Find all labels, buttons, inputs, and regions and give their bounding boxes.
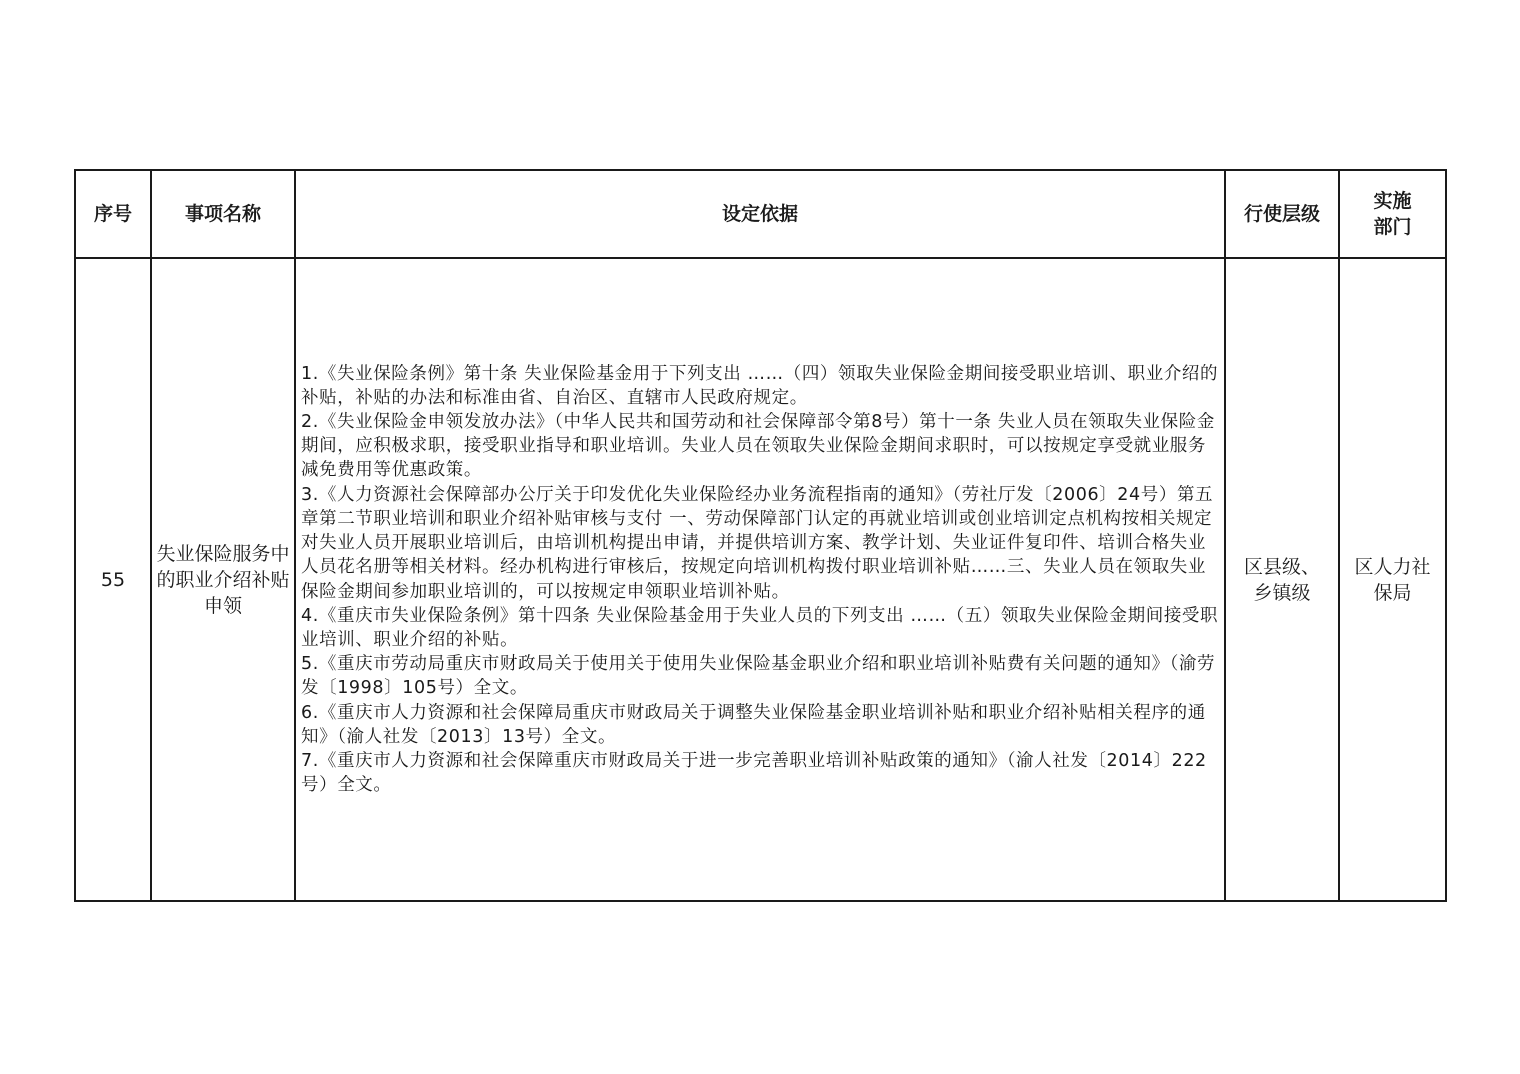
header-name: 事项名称	[151, 170, 295, 258]
policy-table	[74, 169, 1447, 902]
table-header-row	[75, 170, 1446, 258]
basis-item-5: 5.《重庆市劳动局重庆市财政局关于使用关于使用失业保险基金职业介绍和职业培训补贴费有关问题的通知》（渝劳发〔1998〕105号）全文。	[301, 654, 1216, 699]
basis-item-4: 4.《重庆市失业保险条例》第十四条 失业保险基金用于失业人员的下列支出 ……（五）领取失业保险金期间接受职业培训、职业介绍的补贴。	[301, 605, 1219, 650]
header-seq: 序号	[75, 170, 151, 258]
cell-basis	[295, 258, 1225, 901]
basis-item-3: 3.《人力资源社会保障部办公厅关于印发优化失业保险经办业务流程指南的通知》（劳社厅发〔2006〕24号）第五章第二节职业培训和职业介绍补贴审核与支付 一、劳动保障部门认定的再就业培训或创业培训定点机构按相关规定对失业人员开展职业培训后，由培训机构提出申请，并提供培训方案、教学计划、失业证件复印件、培训合格失业人员花名册等相关材料。经办机构进行审核后，按规定向培训机构拨付职业培训补贴……三、失业人员在领取失业保险金期间参加职业培训的，可以按规定申领职业培训补贴。	[301, 484, 1214, 602]
header-level: 行使层级	[1225, 170, 1339, 258]
cell-seq: 55	[75, 258, 151, 901]
header-dept: 实施部门	[1339, 170, 1446, 258]
cell-item-name: 失业保险服务中的职业介绍补贴申领	[151, 258, 295, 901]
basis-item-7: 7.《重庆市人力资源和社会保障重庆市财政局关于进一步完善职业培训补贴政策的通知》（渝人社发〔2014〕222号）全文。	[301, 750, 1207, 796]
basis-item-1: 1.《失业保险条例》第十条 失业保险基金用于下列支出 ……（四）领取失业保险金期间接受职业培训、职业介绍的补贴，补贴的办法和标准由省、自治区、直辖市人民政府规定。	[301, 363, 1219, 408]
table-row	[75, 258, 1446, 901]
basis-item-2: 2.《失业保险金申领发放办法》（中华人民共和国劳动和社会保障部令第8号）第十一条 失业人员在领取失业保险金期间，应积极求职，接受职业指导和职业培训。失业人员在领取失业保险金期间求职时，可以按规定享受就业服务减免费用等优惠政策。	[301, 412, 1215, 481]
header-basis: 设定依据	[295, 170, 1225, 258]
cell-dept: 区人力社保局	[1339, 258, 1446, 901]
cell-level: 区县级、乡镇级	[1225, 258, 1339, 901]
basis-item-6: 6.《重庆市人力资源和社会保障局重庆市财政局关于调整失业保险基金职业培训补贴和职业介绍补贴相关程序的通知》（渝人社发〔2013〕13号）全文。	[301, 702, 1206, 747]
